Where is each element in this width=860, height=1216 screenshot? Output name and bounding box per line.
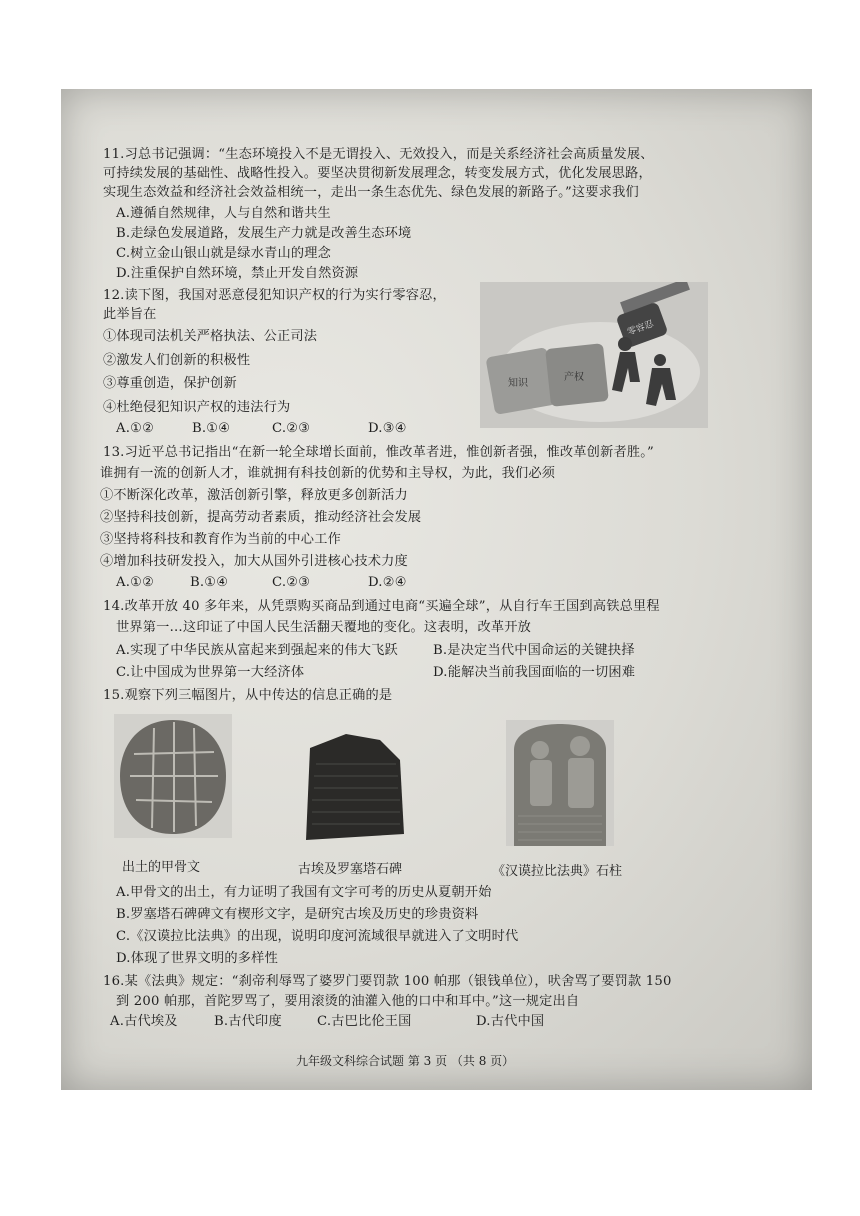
q13-option-a: A.①② <box>116 575 155 590</box>
q15-option-b: B.罗塞塔石碑碑文有楔形文字，是研究古埃及历史的珍贵资料 <box>116 907 479 922</box>
q16-stem-line: 16.某《法典》规定：“刹帝利辱骂了婆罗门要罚款 100 帕那（银钱单位），吠舍骂了要罚款 150 <box>103 974 672 989</box>
q12-option-c: C.②③ <box>272 421 311 436</box>
q11-option-d: D.注重保护自然环境，禁止开发自然资源 <box>116 266 359 281</box>
q16-stem-line: 到 200 帕那，首陀罗骂了，要用滚烫的油灌入他的口中和耳中。”这一规定出自 <box>116 994 580 1009</box>
ip-cartoon-image <box>480 282 708 428</box>
q11-stem-line: 实现生态效益和经济社会效益相统一，走出一条生态优先、绿色发展的新路子。”这要求我们 <box>103 185 639 200</box>
q15-option-d: D.体现了世界文明的多样性 <box>116 951 278 966</box>
caption-hammurabi-stele: 《汉谟拉比法典》石柱 <box>492 864 623 879</box>
q16-option-b: B.古代印度 <box>214 1014 282 1029</box>
q16-option-c: C.古巴比伦王国 <box>317 1014 412 1029</box>
book-label: 知识 <box>508 378 528 389</box>
q13-stem-line: 谁拥有一流的创新人才，谁就拥有科技创新的优势和主导权，为此，我们必须 <box>100 466 556 481</box>
page-footer: 九年级文科综合试题 第 3 页 （共 8 页） <box>296 1054 515 1068</box>
q13-option-c: C.②③ <box>272 575 311 590</box>
q12-item: ③尊重创造，保护创新 <box>103 376 237 391</box>
q12-option-d: D.③④ <box>368 421 407 436</box>
q15-stem: 15.观察下列三幅图片，从中传达的信息正确的是 <box>103 688 393 703</box>
q14-option-a: A.实现了中华民族从富起来到强起来的伟大飞跃 <box>116 643 398 658</box>
q15-option-c: C.《汉谟拉比法典》的出现，说明印度河流域很早就进入了文明时代 <box>116 929 519 944</box>
q11-option-a: A.遵循自然规律，人与自然和谐共生 <box>116 206 331 221</box>
q12-stem-line: 12.读下图，我国对恶意侵犯知识产权的行为实行零容忍， <box>103 288 446 303</box>
q12-option-a: A.①② <box>116 421 155 436</box>
q13-item: ④增加科技研发投入，加大从国外引进核心技术力度 <box>100 554 408 569</box>
q13-option-b: B.①④ <box>190 575 229 590</box>
q13-item: ③坚持将科技和教育作为当前的中心工作 <box>100 532 341 547</box>
q12-option-b: B.①④ <box>192 421 231 436</box>
oracle-bone-image <box>114 714 232 838</box>
q14-stem-line: 14.改革开放 40 多年来，从凭票购买商品到通过电商“买遍全球”，从自行车王国到高铁总里程 <box>103 599 660 614</box>
q11-stem-line: 11.习总书记强调：“生态环境投入不是无谓投入、无效投入，而是关系经济社会高质量发展、 <box>103 147 654 162</box>
q16-option-a: A.古代埃及 <box>110 1014 178 1029</box>
q11-option-c: C.树立金山银山就是绿水青山的理念 <box>116 246 332 261</box>
book-label: 产权 <box>564 372 584 383</box>
q14-option-d: D.能解决当前我国面临的一切困难 <box>433 665 636 680</box>
q16-option-d: D.古代中国 <box>476 1014 545 1029</box>
q14-stem-line: 世界第一…这印证了中国人民生活翻天覆地的变化。这表明，改革开放 <box>116 620 532 635</box>
q11-stem-line: 可持续发展的基础性、战略性投入。要坚决贯彻新发展理念，转变发展方式，优化发展思路， <box>103 166 652 181</box>
q12-item: ②激发人们创新的积极性 <box>103 353 251 368</box>
q15-option-a: A.甲骨文的出土，有力证明了我国有文字可考的历史从夏朝开始 <box>116 885 492 900</box>
q13-stem-line: 13.习近平总书记指出“在新一轮全球增长面前，惟改革者进，惟创新者强，惟改革创新者胜。” <box>103 445 654 460</box>
q12-item: ④杜绝侵犯知识产权的违法行为 <box>103 400 291 415</box>
hammurabi-stele-image <box>506 720 614 846</box>
q14-option-c: C.让中国成为世界第一大经济体 <box>116 665 305 680</box>
q12-stem-line: 此举旨在 <box>103 307 157 322</box>
rosetta-stone-image <box>300 730 408 844</box>
q14-option-b: B.是决定当代中国命运的关键抉择 <box>433 643 635 658</box>
q13-item: ②坚持科技创新，提高劳动者素质，推动经济社会发展 <box>100 510 422 525</box>
caption-rosetta-stone: 古埃及罗塞塔石碑 <box>298 862 403 877</box>
hammer-label: 零容忍 <box>626 319 656 338</box>
q11-option-b: B.走绿色发展道路，发展生产力就是改善生态环境 <box>116 226 412 241</box>
caption-oracle-bone: 出土的甲骨文 <box>122 860 201 875</box>
q12-item: ①体现司法机关严格执法、公正司法 <box>103 329 318 344</box>
q13-item: ①不断深化改革，激活创新引擎，释放更多创新活力 <box>100 488 408 503</box>
q13-option-d: D.②④ <box>368 575 407 590</box>
